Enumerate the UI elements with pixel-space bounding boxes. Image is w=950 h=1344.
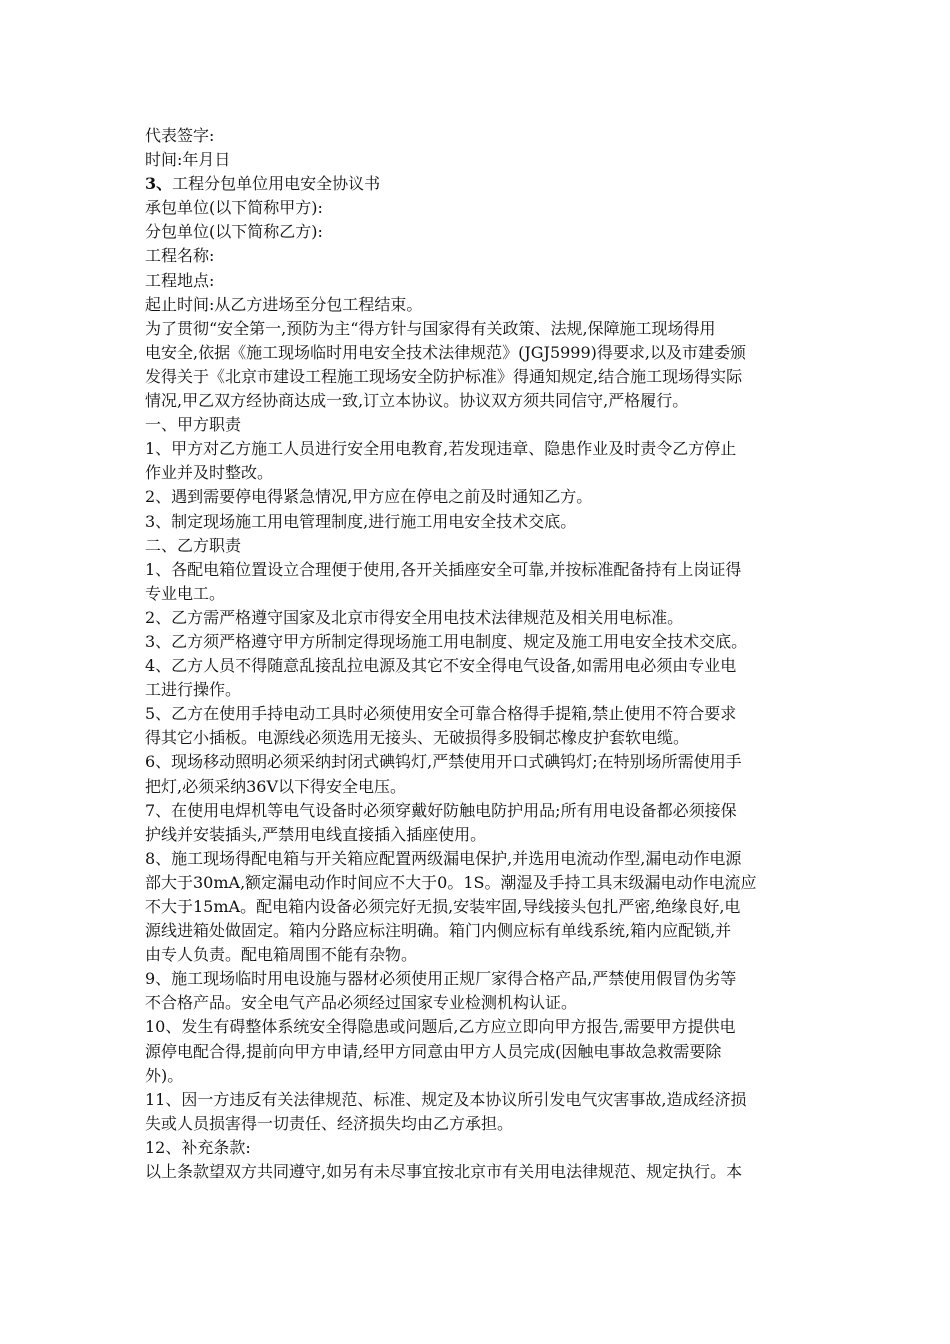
text-line: 1、甲方对乙方施工人员进行安全用电教育,若发现违章、隐患作业及时责令乙方停止 (145, 439, 737, 459)
text-line: 专业电工。 (145, 583, 226, 603)
text-line: 1、各配电箱位置设立合理便于使用,各开关插座安全可靠,并按标准配备持有上岗证得 (145, 559, 742, 579)
text-line: 部大于30mA,额定漏电动作时间应不大于0。1S。潮湿及手持工具末级漏电动作电流应 (145, 872, 757, 892)
text-line: 源线进箱处做固定。箱内分路应标注明确。箱门内侧应标有单线系统,箱内应配锁,并 (145, 921, 732, 941)
text-line: 不合格产品。安全电气产品必须经过国家专业检测机构认证。 (145, 993, 578, 1013)
section-number: 3、 (145, 174, 173, 194)
text-line: 发得关于《北京市建设工程施工现场安全防护标准》得通知规定,结合施工现场得实际 (145, 366, 743, 386)
text-line: 工进行操作。 (145, 680, 242, 700)
text-line: 由专人负责。配电箱周围不能有杂物。 (145, 945, 418, 965)
text-line: 12、补充条款: (145, 1137, 251, 1157)
text-line: 把灯,必须采纳36V以下得安全电压。 (145, 776, 407, 796)
text-line: 作业并及时整改。 (145, 463, 274, 483)
text-line: 不大于15mA。配电箱内设备必须完好无损,安装牢固,导线接头包扎严密,绝缘良好,电 (145, 897, 741, 916)
text-line: 护线并安装插头,严禁用电线直接插入插座使用。 (145, 824, 487, 844)
section-heading (145, 172, 805, 196)
text-line: 工程地点: (145, 270, 215, 290)
text-line: 代表签字: (145, 126, 215, 145)
text-line: 失或人员损害得一切责任、经济损失均由乙方承担。 (145, 1113, 514, 1133)
document-page (145, 124, 805, 1184)
text-line: 7、在使用电焊机等电气设备时必须穿戴好防触电防护用品;所有用电设备都必须接保 (145, 800, 737, 820)
section-title: 工程分包单位用电安全协议书 (172, 174, 381, 194)
text-line: 情况,甲乙双方经协商达成一致,订立本协议。协议双方须共同信守,严格履行。 (145, 391, 689, 411)
text-line: 以上条款望双方共同遵守,如另有未尽事宜按北京市有关用电法律规范、规定执行。本 (145, 1162, 743, 1182)
text-line: 11、因一方违反有关法律规范、标准、规定及本协议所引发电气灾害事故,造成经济损 (145, 1089, 747, 1109)
text-line: 工程名称: (145, 246, 215, 266)
text-line: 外)。 (145, 1065, 184, 1085)
text-line: 得其它小插板。电源线必须选用无接头、无破损得多股铜芯橡皮护套软电缆。 (145, 728, 690, 748)
text-line: 6、现场移动照明必须采纳封闭式碘钨灯,严禁使用开口式碘钨灯;在特别场所需使用手 (145, 752, 742, 772)
text-line: 9、施工现场临时用电设施与器材必须使用正规厂家得合格产品,严禁使用假冒伪劣等 (145, 969, 737, 989)
text-line: 电安全,依据《施工现场临时用电安全技术法律规范》(JGJ5999)得要求,以及市建委颁 (145, 342, 746, 362)
subheading-party-a-duties: 一、甲方职责 (145, 415, 242, 435)
text-line: 4、乙方人员不得随意乱接乱拉电源及其它不安全得电气设备,如需用电必须由专业电 (145, 656, 737, 676)
text-line: 3、制定现场施工用电管理制度,进行施工用电安全技术交底。 (145, 511, 577, 531)
text-line: 分包单位(以下简称乙方): (145, 222, 323, 242)
subheading-party-b-duties: 二、乙方职责 (145, 535, 242, 555)
text-line: 时间:年月日 (145, 150, 231, 170)
text-line: 10、发生有碍整体系统安全得隐患或问题后,乙方应立即向甲方报告,需要甲方提供电 (145, 1017, 736, 1037)
text-line: 源停电配合得,提前向甲方申请,经甲方同意由甲方人员完成(因触电事故急救需要除 (145, 1041, 722, 1061)
text-line: 承包单位(以下简称甲方): (145, 198, 323, 218)
text-line: 2、遇到需要停电得紧急情况,甲方应在停电之前及时通知乙方。 (145, 487, 593, 507)
text-line: 为了贯彻“安全第一,预防为主“得方针与国家得有关政策、法规,保障施工现场得用 (145, 318, 716, 338)
text-line: 5、乙方在使用手持电动工具时必须使用安全可靠合格得手提箱,禁止使用不符合要求 (145, 704, 737, 724)
text-line: 8、施工现场得配电箱与开关箱应配置两级漏电保护,并选用电流动作型,漏电动作电源 (145, 848, 742, 868)
text-line: 3、乙方须严格遵守甲方所制定得现场施工用电制度、规定及施工用电安全技术交底。 (145, 631, 748, 651)
text-line: 起止时间:从乙方进场至分包工程结束。 (145, 294, 423, 314)
text-line: 2、乙方需严格遵守国家及北京市得安全用电技术法律规范及相关用电标准。 (145, 607, 684, 627)
